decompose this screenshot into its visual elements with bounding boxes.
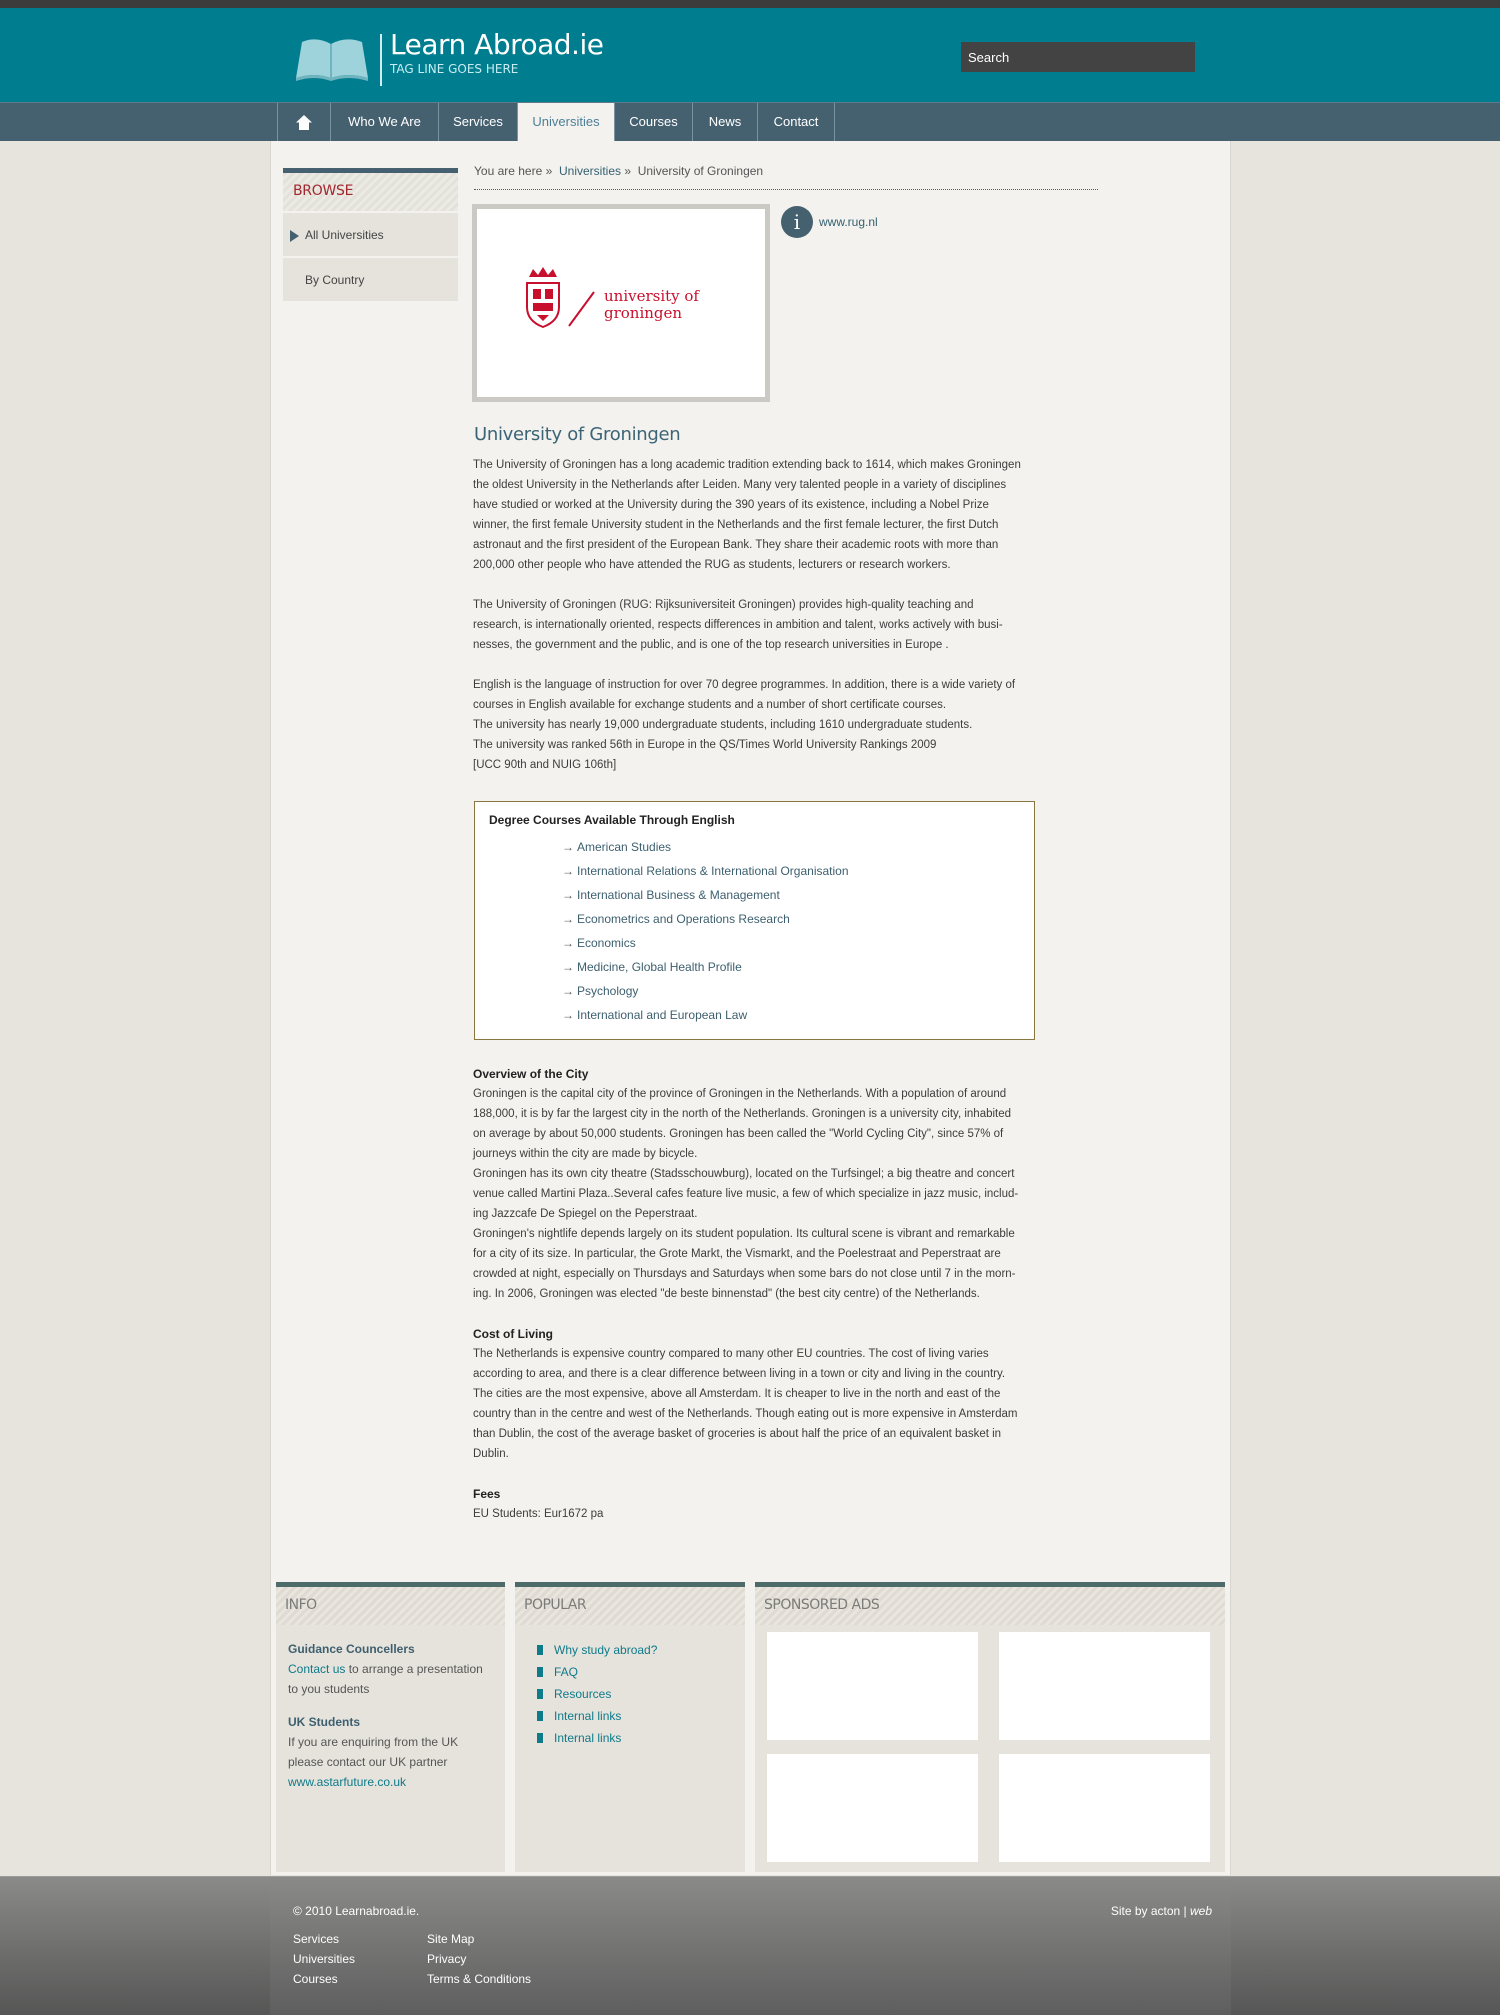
overview-text: Groningen is the capital city of the province of Groningen in the Netherlands. With a population of around 188,000, it is by far the largest city in the north of the Netherlands. Groningen is a university city, inhabited on average by about 50,000 students. Groningen has been called the "World Cycling City", since 57% of journeys within the city are made by bicycle. Groningen has its own city theatre (Stadsschouwburg), located on the Turfsingel; a big theatre and concert venue called Martini Plaza..Several cafes feature live music, a few of which specialize in jazz music, includ- ing Jazzcafe De Spiegel on the Peperstraat. Groningen's nightlife depends largely on its student population. Its cultural scene is vibrant and remarkable for a city of its size. In particular, the Grote Markt, the Vismarkt, and the Poelestraat and Peperstraat are crowded at night, especially on Thursdays and Saturdays when some bars do not close until 7 in the morn- ing. In 2006, Groningen was elected "de beste binnenstad" (the best city centre) of the Netherlands. bbox=[473, 1088, 1019, 1300]
footer-item bbox=[293, 1929, 355, 1949]
arrow-right-icon: → bbox=[562, 960, 574, 974]
footer-links-col1 bbox=[293, 1929, 355, 1989]
footer-link-services[interactable]: Services bbox=[293, 1932, 340, 1946]
popular-panel bbox=[515, 1582, 745, 1872]
popular-item bbox=[537, 1705, 723, 1727]
breadcrumb-current: University of Groningen bbox=[637, 164, 764, 178]
popular-item bbox=[537, 1683, 723, 1705]
browse-title: BROWSE bbox=[293, 183, 354, 199]
ad-slot[interactable] bbox=[767, 1754, 978, 1862]
nav-who-we-are[interactable]: Who We Are bbox=[331, 103, 439, 141]
triangle-right-icon bbox=[290, 230, 299, 242]
arrow-right-icon: → bbox=[562, 888, 574, 902]
info-icon: i bbox=[781, 206, 813, 238]
breadcrumb bbox=[474, 164, 1098, 190]
popular-list bbox=[515, 1625, 745, 1763]
degree-label: International and European Law bbox=[577, 1008, 748, 1022]
intro-paragraph: The University of Groningen has a long academic tradition extending back to 1614, which makes Groningen the oldest University in the Netherlands after Leiden. Many very talented people in a variety of disciplines have studied or worked at the University during the 390 years of its existence, including a Nobel Prize winner, the first female University student in the Netherlands and the first female lecturer, the first Dutch astronaut and the first president of the European Bank. They share their academic roots with more than 200,000 other people who have attended the RUG as students, lecturers or research workers. bbox=[473, 459, 1021, 571]
logo-text-line2: groningen bbox=[604, 304, 683, 322]
degree-label: International Business & Management bbox=[577, 888, 780, 902]
uk-students-heading: UK Students bbox=[288, 1715, 360, 1729]
arrow-right-icon: → bbox=[562, 840, 574, 854]
degree-item[interactable] bbox=[562, 1003, 849, 1027]
arrow-right-icon: → bbox=[562, 984, 574, 998]
uk-students-text: If you are enquiring from the UK please contact our UK partner bbox=[288, 1735, 459, 1769]
degree-item[interactable] bbox=[562, 955, 849, 979]
search-input[interactable] bbox=[961, 42, 1195, 72]
site-credit bbox=[1090, 1904, 1212, 1918]
footer-link-terms[interactable]: Terms & Conditions bbox=[427, 1972, 532, 1986]
degree-label: Economics bbox=[577, 936, 636, 950]
footer-links-col2 bbox=[427, 1929, 531, 1989]
browse-header bbox=[283, 168, 458, 211]
intro-paragraph: English is the language of instruction for over 70 degree programmes. In addition, there is a wide variety of courses in English available for exchange students and a number of short certificate courses. The university has nearly 19,000 undergraduate students, including 1610 undergraduate students. The university was ranked 56th in Europe in the QS/Times World University Rankings 2009 [UCC 90th and NUIG 106th] bbox=[473, 679, 1016, 771]
browse-sidebar bbox=[283, 168, 458, 301]
popular-item bbox=[537, 1639, 723, 1661]
sponsored-ads-panel bbox=[755, 1582, 1225, 1872]
info-panel bbox=[276, 1582, 505, 1872]
ad-slot[interactable] bbox=[999, 1754, 1210, 1862]
degree-courses-box bbox=[474, 801, 1035, 1040]
degree-label: Medicine, Global Health Profile bbox=[577, 960, 742, 974]
footer-link-universities[interactable]: Universities bbox=[293, 1952, 356, 1966]
footer-inner bbox=[270, 1877, 1231, 2015]
popular-item bbox=[537, 1661, 723, 1683]
logo-slash bbox=[569, 292, 594, 326]
guidance-suffix: to arrange a presentation to you students bbox=[288, 1662, 483, 1696]
book-logo-icon[interactable] bbox=[292, 34, 370, 82]
footer-item bbox=[427, 1969, 531, 1989]
popular-item bbox=[537, 1727, 723, 1749]
university-logo bbox=[477, 209, 765, 397]
arrow-right-icon: → bbox=[562, 936, 574, 950]
degree-box-title: Degree Courses Available Through English bbox=[489, 813, 735, 827]
popular-panel-title: POPULAR bbox=[515, 1587, 745, 1625]
breadcrumb-link-universities[interactable]: Universities bbox=[558, 164, 621, 178]
site-footer bbox=[0, 1876, 1500, 2015]
degree-label: Psychology bbox=[577, 984, 639, 998]
ads-panel-title: SPONSORED ADS bbox=[755, 1587, 1225, 1625]
degree-item[interactable] bbox=[562, 979, 849, 1003]
info-panel-title: INFO bbox=[276, 1587, 505, 1625]
intro-paragraph: The University of Groningen (RUG: Rijksuniversiteit Groningen) provides high-quality teaching and research, is internationally oriented, respects differences in ambition and talent, works actively with busi- nesses, the government and the public, and is one of the top research universities in Europe . bbox=[473, 599, 1003, 651]
popular-link[interactable]: FAQ bbox=[554, 1665, 579, 1679]
university-logo-frame bbox=[472, 204, 770, 402]
footer-link-privacy[interactable]: Privacy bbox=[427, 1952, 467, 1966]
breadcrumb-separator: » bbox=[624, 164, 632, 178]
logo-divider bbox=[380, 34, 382, 86]
ad-slot[interactable] bbox=[767, 1632, 978, 1740]
degree-label: American Studies bbox=[577, 840, 672, 854]
university-details bbox=[473, 1064, 1053, 1524]
degree-item[interactable] bbox=[562, 859, 849, 883]
nav-services[interactable]: Services bbox=[439, 103, 518, 141]
sidebar-item-by-country[interactable] bbox=[283, 256, 458, 301]
nav-home[interactable] bbox=[278, 103, 331, 141]
contact-us-link[interactable]: Contact us bbox=[288, 1662, 346, 1676]
footer-link-courses[interactable]: Courses bbox=[293, 1972, 338, 1986]
arrow-right-icon: → bbox=[562, 912, 574, 926]
logo-text-line1: university of bbox=[604, 287, 699, 305]
guidance-heading: Guidance Councellers bbox=[288, 1642, 415, 1656]
fees-heading: Fees bbox=[473, 1487, 501, 1501]
site-credit-text: Site by acton | bbox=[1110, 1904, 1187, 1918]
university-website-link[interactable]: www.rug.nl bbox=[819, 215, 878, 229]
degree-item[interactable] bbox=[562, 883, 849, 907]
main-nav bbox=[0, 102, 1500, 141]
footer-item bbox=[427, 1949, 531, 1969]
cost-text: The Netherlands is expensive country compared to many other EU countries. The cost of living varies according to area, and there is a clear difference between living in a town or city and living in the country. The cities are the most expensive, above all Amsterdam. It is cheaper to live in the north and east of the country than in the centre and west of the Netherlands. Though eating out is more expensive in Amsterdam than Dublin, the cost of the average basket of groceries is about half the price of an equivalent basket in Dublin. bbox=[473, 1348, 1018, 1460]
crest-icon bbox=[527, 267, 559, 327]
sidebar-item-all-universities[interactable] bbox=[283, 211, 458, 256]
page-title: University of Groningen bbox=[474, 424, 681, 445]
ad-slot[interactable] bbox=[999, 1632, 1210, 1740]
site-tagline: TAG LINE GOES HERE bbox=[390, 62, 519, 76]
nav-courses[interactable]: Courses bbox=[615, 103, 693, 141]
info-panel-body bbox=[276, 1625, 505, 1806]
uk-partner-link[interactable]: www.astarfuture.co.uk bbox=[288, 1775, 407, 1789]
top-strip bbox=[0, 0, 1500, 8]
copyright: © 2010 Learnabroad.ie. bbox=[293, 1904, 420, 1918]
degree-label: International Relations & International Organisation bbox=[577, 864, 849, 878]
footer-link-site-map[interactable]: Site Map bbox=[427, 1932, 475, 1946]
popular-link[interactable]: Resources bbox=[554, 1687, 612, 1701]
footer-item bbox=[427, 1929, 531, 1949]
nav-contact[interactable]: Contact bbox=[758, 103, 835, 141]
sidebar-item-label: By Country bbox=[305, 273, 365, 287]
guidance-text bbox=[288, 1659, 493, 1699]
fees-text: EU Students: Eur1672 pa bbox=[473, 1508, 604, 1520]
breadcrumb-separator: » bbox=[545, 164, 553, 178]
footer-item bbox=[293, 1949, 355, 1969]
site-title[interactable]: Learn Abroad.ie bbox=[390, 28, 604, 61]
degree-item[interactable] bbox=[562, 907, 849, 931]
popular-link[interactable]: Why study abroad? bbox=[554, 1643, 658, 1657]
degree-item[interactable] bbox=[562, 835, 849, 859]
degree-list bbox=[562, 835, 849, 1027]
nav-news[interactable]: News bbox=[693, 103, 758, 141]
breadcrumb-prefix: You are here bbox=[474, 164, 543, 178]
nav-universities[interactable]: Universities bbox=[518, 103, 615, 141]
nav-bar bbox=[277, 103, 835, 142]
footer-item bbox=[293, 1969, 355, 1989]
arrow-right-icon: → bbox=[562, 864, 574, 878]
sidebar-item-label: All Universities bbox=[305, 228, 384, 242]
popular-link[interactable]: Internal links bbox=[554, 1709, 622, 1723]
university-intro bbox=[473, 455, 1053, 775]
home-icon bbox=[295, 114, 313, 131]
arrow-right-icon: → bbox=[562, 1008, 574, 1022]
site-credit-em[interactable]: web bbox=[1189, 1904, 1212, 1918]
degree-label: Econometrics and Operations Research bbox=[577, 912, 790, 926]
overview-heading: Overview of the City bbox=[473, 1067, 589, 1081]
site-header bbox=[0, 8, 1500, 102]
popular-link[interactable]: Internal links bbox=[554, 1731, 622, 1745]
degree-item[interactable] bbox=[562, 931, 849, 955]
cost-heading: Cost of Living bbox=[473, 1327, 553, 1341]
